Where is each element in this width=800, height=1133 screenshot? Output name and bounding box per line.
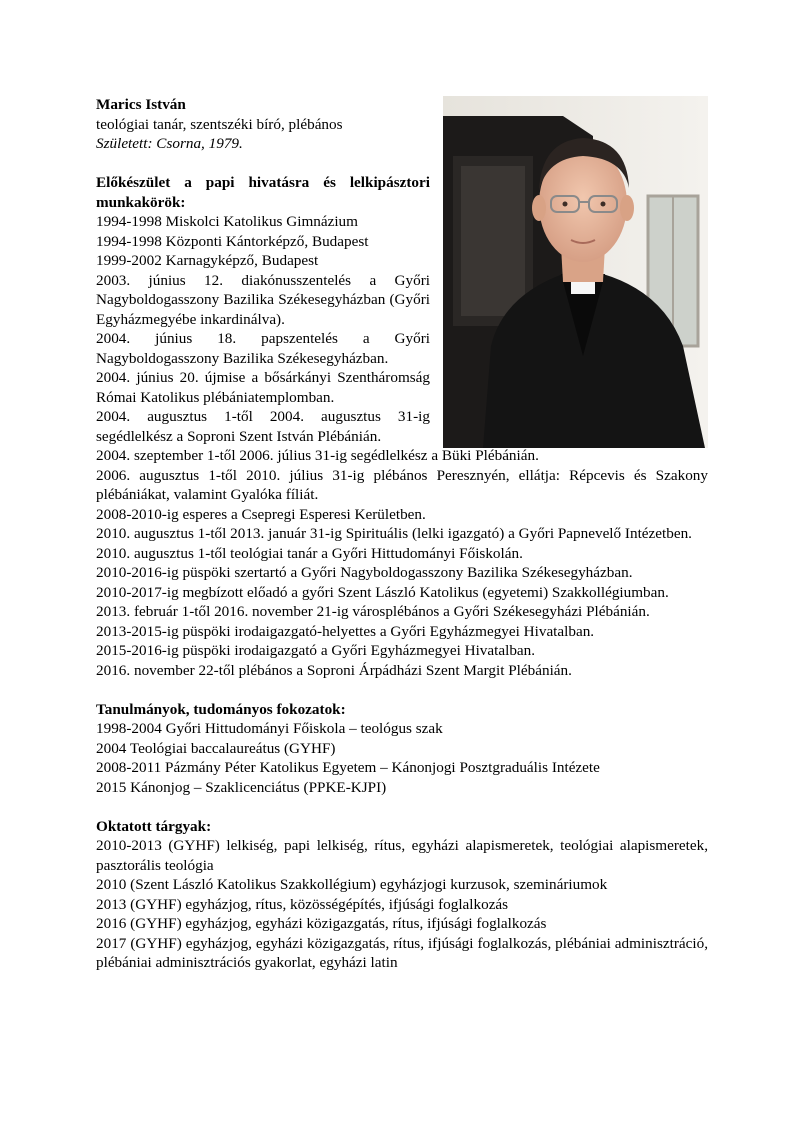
study-item: 2004 Teológiai baccalaureátus (GYHF) <box>96 739 336 757</box>
career-item: 2004. június 20. újmise a bősárkányi Szentháromság Római Katolikus plébániatemplomban. <box>96 369 430 406</box>
career-item: 2008-2010-ig esperes a Csepregi Esperesi Kerületben. <box>96 505 426 523</box>
study-item: 2008-2011 Pázmány Péter Katolikus Egyetem – Kánonjogi Posztgraduális Intézete <box>96 759 600 776</box>
header-block <box>96 95 430 446</box>
subjects-heading: Oktatott tárgyak: <box>96 817 212 835</box>
career-item: 2013-2015-ig püspöki irodaigazgató-helyettes a Győri Egyházmegyei Hivatalban. <box>96 622 595 640</box>
career-item: 1999-2002 Karnagyképző, Budapest <box>96 252 319 269</box>
study-item: 2015 Kánonjog – Szaklicenciátus (PPKE-KJPI) <box>96 778 387 796</box>
career-heading-cont: munkakörök: <box>96 193 186 211</box>
career-item: 2013. február 1-től 2016. november 21-ig városplébános a Győri Székesegyházi Plébánián. <box>96 603 650 620</box>
career-item: 2010. augusztus 1-től teológiai tanár a Győri Hittudományi Főiskolán. <box>96 544 523 562</box>
subject-item: 2010-2013 (GYHF) lelkiség, papi lelkiség, rítus, egyházi alapismeretek, teológiai alapismeretek, pasztorális teológia <box>96 837 708 874</box>
cv-document <box>96 95 708 973</box>
career-item: 1994-1998 Központi Kántorképző, Budapest <box>96 232 369 250</box>
person-name: Marics István <box>96 96 186 113</box>
career-item: 1994-1998 Miskolci Katolikus Gimnázium <box>96 213 358 230</box>
birth-info: Született: Csorna, 1979. <box>96 135 243 152</box>
career-item: 2010-2016-ig püspöki szertartó a Győri Nagyboldogasszony Bazilika Székesegyházban. <box>96 564 633 581</box>
career-item: 2006. augusztus 1-től 2010. július 31-ig plébános Peresznyén, ellátja: Répcevis és Szakony plébániákat, valamint Gyalóka fíliát. <box>96 466 708 503</box>
career-item: 2004. szeptember 1-től 2006. július 31-ig segédlelkész a Büki Plébánián. <box>96 447 539 464</box>
subject-item: 2010 (Szent László Katolikus Szakkollégium) egyházjogi kurzusok, szemináriumok <box>96 876 608 893</box>
subject-item: 2017 (GYHF) egyházjog, egyházi közigazgatás, rítus, ifjúsági foglalkozás, plébániai adminisztráció, plébániai adminisztrációs gyakorlat, egyházi latin <box>96 934 708 971</box>
study-item: 1998-2004 Győri Hittudományi Főiskola – teológus szak <box>96 720 443 737</box>
career-item: 2016. november 22-től plébános a Soproni Árpádházi Szent Margit Plébánián. <box>96 661 572 679</box>
career-item: 2004. június 18. papszentelés a Győri Nagyboldogasszony Bazilika Székesegyházban. <box>96 330 430 367</box>
career-item: 2010-2017-ig megbízott előadó a győri Szent László Katolikus (egyetemi) Szakkollégiumban. <box>96 583 669 601</box>
career-item: 2004. augusztus 1-től 2004. augusztus 31-ig segédlelkész a Soproni Szent István Plébánián. <box>96 408 430 445</box>
career-item: 2003. június 12. diakónusszentelés a Győri Nagyboldogasszony Bazilika Székesegyházban (Győri Egyházmegyébe inkardinálva). <box>96 271 430 328</box>
subject-item: 2013 (GYHF) egyházjog, rítus, közösségépítés, ifjúsági foglalkozás <box>96 895 509 913</box>
career-heading: Előkészület a papi hivatásra és lelkipásztori <box>96 174 430 191</box>
career-item: 2015-2016-ig püspöki irodaigazgató a Győri Egyházmegyei Hivatalban. <box>96 642 536 659</box>
career-item: 2010. augusztus 1-től 2013. január 31-ig Spirituális (lelki igazgató) a Győri Papnevelő Intézetben. <box>96 525 692 542</box>
subject-item: 2016 (GYHF) egyházjog, egyházi közigazgatás, rítus, ifjúsági foglalkozás <box>96 915 547 932</box>
studies-heading: Tanulmányok, tudományos fokozatok: <box>96 700 346 718</box>
person-titles: teológiai tanár, szentszéki bíró, plébános <box>96 115 343 133</box>
